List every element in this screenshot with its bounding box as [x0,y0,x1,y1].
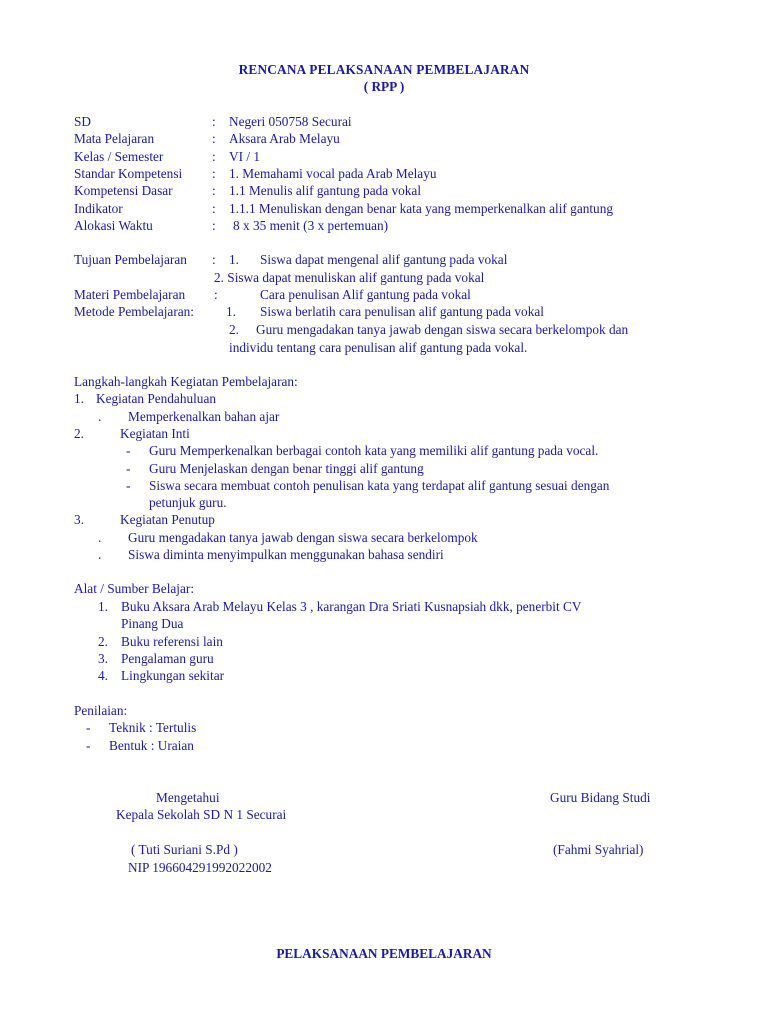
document-title: RENCANA PELAKSANAAN PEMBELAJARAN [238,62,530,77]
pendahuluan-num: 1. [74,391,84,406]
penilaian-teknik: Teknik : Tertulis [109,720,197,735]
penilaian-bentuk: Bentuk : Uraian [109,738,194,753]
label-alokasi: Alokasi Waktu [74,218,153,233]
langkah-heading: Langkah-langkah Kegiatan Pembelajaran: [74,374,298,389]
tujuan-item1-num: 1. [229,252,239,267]
inti-item3-line2: petunjuk guru. [149,495,227,510]
metode-item2-line2: individu tentang cara penulisan alif gantung pada vokal. [229,340,528,355]
metode-item1-num: 1. [226,304,236,319]
colon: : [212,166,216,181]
inti-item2: Guru Menjelaskan dengan benar tinggi alif gantung [149,461,424,476]
value-indikator: 1.1.1 Menuliskan dengan benar kata yang memperkenalkan alif gantung [229,201,614,216]
label-tujuan: Tujuan Pembelajaran [74,252,187,267]
inti-item3-line1: Siswa secara membuat contoh penulisan kata yang terdapat alif gantung sesuai dengan [149,478,610,493]
inti-bullet: - [126,478,131,493]
penilaian-dash: - [86,720,91,735]
document-subtitle: ( RPP ) [363,79,405,94]
alat-item-line2: Pinang Dua [121,616,184,631]
colon: : [214,287,218,302]
alat-item-line1: Lingkungan sekitar [121,668,225,683]
penutup-label: Kegiatan Penutup [120,512,215,527]
penilaian-heading: Penilaian: [74,703,128,718]
pendahuluan-bullet: . [98,409,102,424]
penilaian-dash: - [86,738,91,753]
pendahuluan-label: Kegiatan Pendahuluan [96,391,217,406]
tujuan-item2: 2. Siswa dapat menuliskan alif gantung pada vokal [214,270,485,285]
value-sd: Negeri 050758 Securai [229,114,352,129]
penutup-bullet: . [98,547,102,562]
value-kd: 1.1 Menulis alif gantung pada vokal [229,183,422,198]
signature-left-name: ( Tuti Suriani S.Pd ) [131,842,238,857]
inti-bullet: - [126,461,131,476]
label-kelas: Kelas / Semester [74,149,164,164]
colon: : [212,218,216,233]
signature-right-position: Guru Bidang Studi [550,790,651,805]
inti-item1: Guru Memperkenalkan berbagai contoh kata yang memiliki alif gantung pada vocal. [149,443,599,458]
metode-item1: Siswa berlatih cara penulisan alif gantung pada vokal [260,304,544,319]
penutup-item2: Siswa diminta menyimpulkan menggunakan bahasa sendiri [128,547,444,562]
penutup-item1: Guru mengadakan tanya jawab dengan siswa secara berkelompok [128,530,478,545]
colon: : [212,252,216,267]
label-indikator: Indikator [74,201,123,216]
alat-item-num: 3. [98,651,108,666]
label-sk: Standar Kompetensi [74,166,183,181]
alat-item-line1: Buku Aksara Arab Melayu Kelas 3 , karangan Dra Sriati Kusnapsiah dkk, penerbit CV [121,599,582,614]
metode-item2-line1: Guru mengadakan tanya jawab dengan siswa secara berkelompok dan [256,322,629,337]
colon: : [212,149,216,164]
penutup-num: 3. [74,512,84,527]
alat-heading: Alat / Sumber Belajar: [74,581,195,596]
inti-label: Kegiatan Inti [120,426,190,441]
pendahuluan-item: Memperkenalkan bahan ajar [128,409,280,424]
alat-item-line1: Buku referensi lain [121,634,223,649]
label-kd: Kompetensi Dasar [74,183,173,198]
colon: : [212,131,216,146]
alat-item-num: 2. [98,634,108,649]
colon: : [212,114,216,129]
signature-right-name: (Fahmi Syahrial) [553,842,644,857]
metode-item2-num: 2. [229,322,239,337]
alat-item-num: 1. [98,599,108,614]
alat-item-num: 4. [98,668,108,683]
inti-num: 2. [74,426,84,441]
value-alokasi: 8 x 35 menit (3 x pertemuan) [233,218,389,233]
label-sd: SD [74,114,91,129]
colon: : [212,201,216,216]
inti-bullet: - [126,443,131,458]
penutup-bullet: . [98,530,102,545]
value-kelas: VI / 1 [229,149,261,164]
value-sk: 1. Memahami vocal pada Arab Melayu [229,166,437,181]
tujuan-item1: Siswa dapat mengenal alif gantung pada vokal [260,252,508,267]
label-materi: Materi Pembelajaran [74,287,186,302]
signature-left-nip: NIP 196604291992022002 [128,860,272,875]
signature-left-position: Kepala Sekolah SD N 1 Securai [116,807,287,822]
colon: : [212,183,216,198]
alat-item-line1: Pengalaman guru [121,651,214,666]
label-metode: Metode Pembelajaran: [74,304,194,319]
value-mapel: Aksara Arab Melayu [229,131,340,146]
section-title-pelaksanaan: PELAKSANAAN PEMBELAJARAN [276,946,492,961]
value-materi: Cara penulisan Alif gantung pada vokal [260,287,471,302]
label-mapel: Mata Pelajaran [74,131,155,146]
signature-left-mengetahui: Mengetahui [156,790,220,805]
